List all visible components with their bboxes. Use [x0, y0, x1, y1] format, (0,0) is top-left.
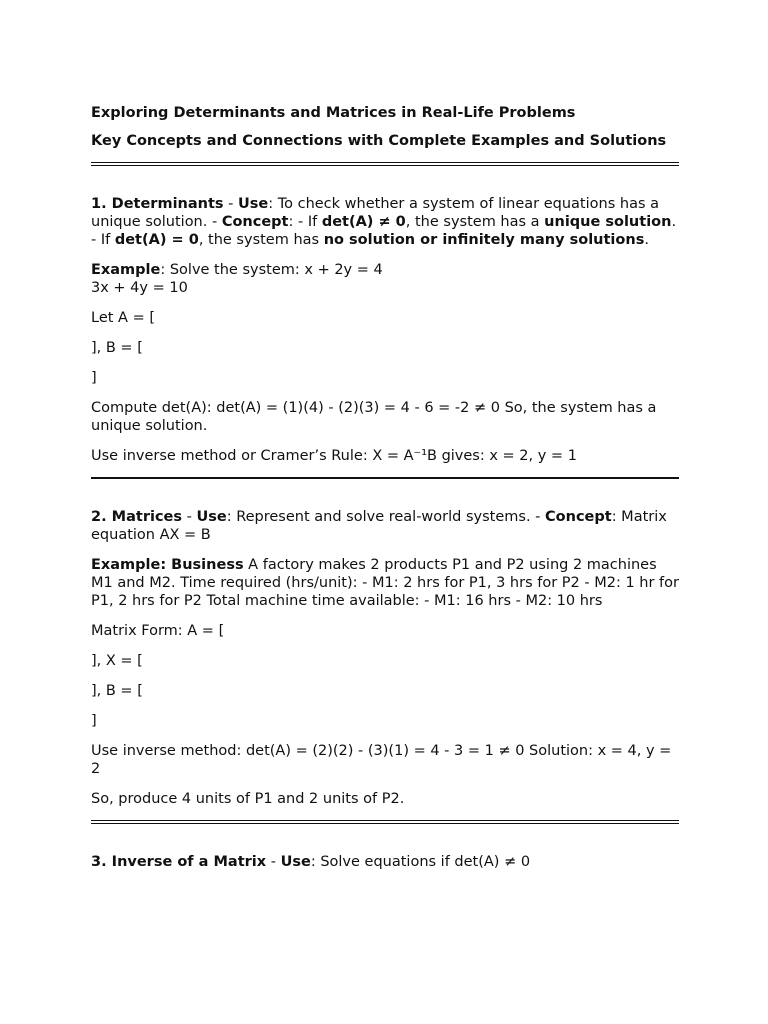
matrix-form-a: Matrix Form: A = [ [91, 623, 225, 639]
section-2-example: Example: Business A factory makes 2 products P1 and P2 using 2 machines M1 and M2. Time required (hrs/unit): - M1: 2 hrs for P1, 3 hrs for P2 - M2: 1 hr for P1, 2 hrs for P2 Total machine time available: - M1: 16 hrs - M2: 10 hrs [91, 557, 679, 609]
solution-text: Use inverse method: det(A) = (2)(2) - (3)(1) = 4 - 3 = 1 ≠ 0 Solution: x = 4, y = 2 [91, 743, 672, 777]
section-matrices [91, 508, 679, 808]
matrix-form-close: ] [91, 713, 97, 729]
inverse-method: Use inverse method or Cramer’s Rule: X = A⁻¹B gives: x = 2, y = 1 [91, 448, 577, 464]
section-2-heading: 2. Matrices [91, 509, 182, 525]
section-1-intro: 1. Determinants - Use: To check whether a system of linear equations has a unique solution. - Concept: - If det(A) ≠ 0, the system has a unique solution. - If det(A) = 0, the system has no solution or infinitely many solutions. [91, 196, 677, 248]
matrix-form-x: ], X = [ [91, 653, 143, 669]
section-determinants [91, 195, 679, 465]
section-3-intro: 3. Inverse of a Matrix - Use: Solve equations if det(A) ≠ 0 [91, 854, 531, 870]
section-1-heading: 1. Determinants [91, 196, 224, 212]
double-rule [91, 162, 679, 166]
matrix-a-open: Let A = [ [91, 310, 155, 326]
doc-subtitle: Key Concepts and Connections with Complete Examples and Solutions [91, 133, 667, 149]
document-page [91, 104, 679, 871]
section-1-example: Example: Solve the system: x + 2y = 4 3x + 4y = 10 [91, 262, 383, 296]
doc-title: Exploring Determinants and Matrices in Real-Life Problems [91, 105, 576, 121]
production-text: So, produce 4 units of P1 and 2 units of P2. [91, 791, 405, 807]
double-rule [91, 820, 679, 824]
section-inverse [91, 853, 679, 871]
matrix-form-b: ], B = [ [91, 683, 143, 699]
matrix-b-open: ], B = [ [91, 340, 143, 356]
section-2-intro: 2. Matrices - Use: Represent and solve real-world systems. - Concept: Matrix equation AX = B [91, 509, 667, 543]
section-3-heading: 3. Inverse of a Matrix [91, 854, 267, 870]
single-rule [91, 477, 679, 479]
det-computation: Compute det(A): det(A) = (1)(4) - (2)(3) = 4 - 6 = -2 ≠ 0 So, the system has a unique solution. [91, 400, 657, 434]
matrix-close: ] [91, 370, 97, 386]
